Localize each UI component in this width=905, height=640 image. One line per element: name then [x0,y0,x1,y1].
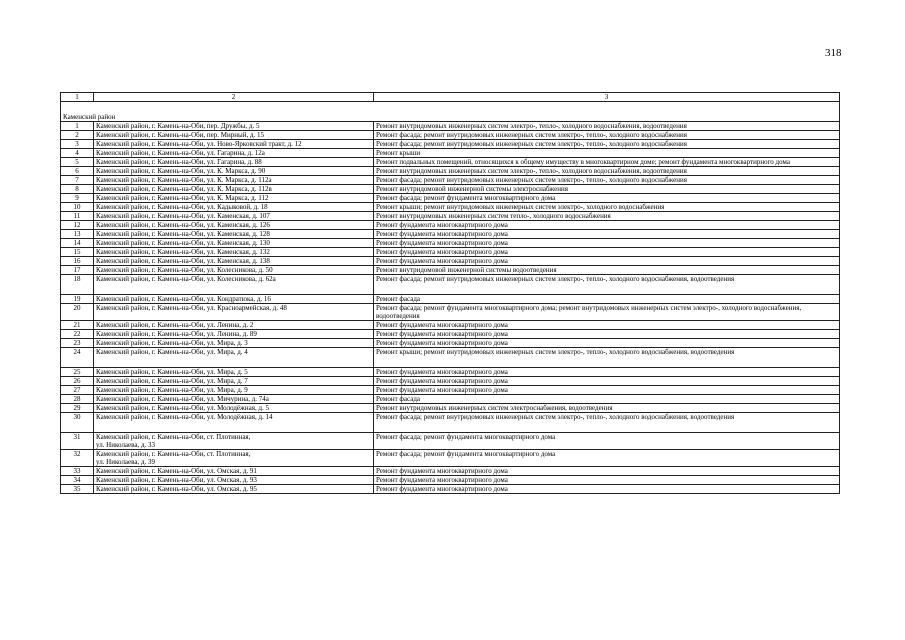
row-work: Ремонт фасада; ремонт внутридомовых инженерных систем электро-, тепло-, холодного водоснабжения, водоотведения [374,413,840,433]
row-address-line: Каменский район, г. Камень-на-Оби, ст. Плотинная, [96,450,251,458]
row-address: Каменский район, г. Камень-на-Оби, ул. Гагарина, д. 12а [94,149,374,158]
row-work: Ремонт фундамента многоквартирного дома [374,476,840,485]
table-row [61,413,840,433]
row-work: Ремонт крыши; ремонт внутридомовых инженерных систем электро-, холодного водоснабжения [374,203,840,212]
row-address: Каменский район, г. Камень-на-Оби, ул. Мира, д. 7 [94,377,374,386]
row-number: 34 [61,476,94,485]
row-number: 6 [61,167,94,176]
row-work: Ремонт фасада; ремонт фундамента многоквартирного дома [374,433,840,450]
table-row [61,476,840,485]
table-row [61,221,840,230]
row-work: Ремонт фасада; ремонт внутридомовых инженерных систем электро-, тепло-, холодного водоснабжения [374,176,840,185]
row-address: Каменский район, г. Камень-на-Оби, ул. Мичурина, д. 74а [94,395,374,404]
row-number: 9 [61,194,94,203]
row-address: Каменский район, г. Камень-на-Оби, ул. Мира, д. 3 [94,339,374,348]
row-work: Ремонт внутридомовых инженерных систем электро-, тепло-, холодного водоснабжения, водоотведения [374,122,840,131]
row-number: 29 [61,404,94,413]
row-address: Каменский район, г. Камень-на-Оби, ул. Мира, д. 5 [94,368,374,377]
row-work: Ремонт фундамента многоквартирного дома [374,248,840,257]
row-address: Каменский район, г. Камень-на-Оби, ул. К. Маркса, д. 112 [94,194,374,203]
row-number: 2 [61,131,94,140]
row-number: 24 [61,348,94,368]
table-row [61,122,840,131]
header-col-2: 2 [94,93,374,102]
row-work: Ремонт фундамента многоквартирного дома [374,321,840,330]
row-address: Каменский район, г. Камень-на-Оби, ул. Омская, д. 95 [94,485,374,494]
row-work: Ремонт фундамента многоквартирного дома [374,257,840,266]
table-row [61,158,840,167]
row-number: 14 [61,239,94,248]
table-row [61,185,840,194]
row-number: 15 [61,248,94,257]
table-row [61,485,840,494]
table-row [61,395,840,404]
row-address: Каменский район, г. Камень-на-Оби, ул. Красноармейская, д. 48 [94,304,374,321]
row-work: Ремонт фундамента многоквартирного дома [374,368,840,377]
row-address: Каменский район, г. Камень-на-Оби, ул. Каменская, д. 126 [94,221,374,230]
row-address: Каменский район, г. Камень-на-Оби, ул. Молодёжная, д. 14 [94,413,374,433]
table-row [61,239,840,248]
row-work: Ремонт фундамента многоквартирного дома [374,339,840,348]
row-address: Каменский район, г. Камень-на-Оби, ул. К. Маркса, д. 112в [94,185,374,194]
row-work: Ремонт фасада; ремонт фундамента многоквартирного дома [374,194,840,203]
table-row [61,368,840,377]
table-row [61,131,840,140]
row-work: Ремонт крыши; ремонт внутридомовых инженерных систем электро-, тепло-, холодного водоснабжения, водоотведения [374,348,840,368]
table-row [61,433,840,450]
repair-table [60,92,840,494]
row-number: 8 [61,185,94,194]
row-work: Ремонт фундамента многоквартирного дома [374,377,840,386]
row-work: Ремонт фасада; ремонт фундамента многоквартирного дома [374,450,840,467]
row-address: Каменский район, г. Камень-на-Оби, ул. Мира, д. 4 [94,348,374,368]
row-number: 19 [61,295,94,304]
row-address [94,450,374,467]
row-address: Каменский район, г. Камень-на-Оби, ул. К. Маркса, д. 112а [94,176,374,185]
region-label: Каменский район [61,102,840,122]
table-row [61,176,840,185]
table-row [61,140,840,149]
row-number: 32 [61,450,94,467]
row-number: 13 [61,230,94,239]
row-number: 21 [61,321,94,330]
table-row [61,167,840,176]
row-number: 31 [61,433,94,450]
row-work: Ремонт фундамента многоквартирного дома [374,467,840,476]
row-number: 22 [61,330,94,339]
row-number: 1 [61,122,94,131]
row-work: Ремонт фасада; ремонт фундамента многоквартирного дома; ремонт внутридомовых инженерных систем электро-, холодного водоснабжения, водоотведения [374,304,840,321]
table-row [61,386,840,395]
row-work: Ремонт фасада; ремонт внутридомовых инженерных систем электро-, тепло-, холодного водоснабжения [374,131,840,140]
row-address: Каменский район, г. Камень-на-Оби, ул. Гагарина, д. 88 [94,158,374,167]
row-number: 18 [61,275,94,295]
table-row [61,295,840,304]
row-number: 10 [61,203,94,212]
row-address: Каменский район, г. Камень-на-Оби, пер. Мирный, д. 15 [94,131,374,140]
row-work: Ремонт внутридомовой инженерной системы электроснабжения [374,185,840,194]
row-address-line: Каменский район, г. Камень-на-Оби, ст. Плотинная, [96,433,251,441]
row-work: Ремонт внутридомовых инженерных систем электро-, тепло-, холодного водоснабжения, водоотведения [374,167,840,176]
row-address: Каменский район, г. Камень-на-Оби, ул. Каменская, д. 132 [94,248,374,257]
row-work: Ремонт фундамента многоквартирного дома [374,239,840,248]
table-row [61,257,840,266]
row-address: Каменский район, г. Камень-на-Оби, ул. Мира, д. 9 [94,386,374,395]
row-address: Каменский район, г. Камень-на-Оби, ул. Молодёжная, д. 5 [94,404,374,413]
row-number: 12 [61,221,94,230]
row-address: Каменский район, г. Камень-на-Оби, ул. Колесникова, д. 62а [94,275,374,295]
row-number: 7 [61,176,94,185]
row-work: Ремонт фундамента многоквартирного дома [374,386,840,395]
page-number: 318 [825,47,842,59]
table-row [61,149,840,158]
row-number: 25 [61,368,94,377]
row-work: Ремонт внутридомовых инженерных систем электроснабжения, водоотведения [374,404,840,413]
row-address-line: ул. Николаева, д. 39 [96,458,156,466]
table-row [61,330,840,339]
row-number: 4 [61,149,94,158]
row-address: Каменский район, г. Камень-на-Оби, ул. Каменская, д. 138 [94,257,374,266]
row-number: 16 [61,257,94,266]
table-row [61,266,840,275]
row-number: 27 [61,386,94,395]
row-address: Каменский район, г. Камень-на-Оби, ул. Кондратюка, д. 16 [94,295,374,304]
row-work: Ремонт фасада; ремонт внутридомовых инженерных систем электро-, тепло-, холодного водоснабжения, водоотведения [374,275,840,295]
row-number: 23 [61,339,94,348]
table-row [61,203,840,212]
row-work: Ремонт фасада [374,395,840,404]
row-work: Ремонт фундамента многоквартирного дома [374,485,840,494]
row-number: 28 [61,395,94,404]
row-work: Ремонт фундамента многоквартирного дома [374,221,840,230]
row-address: Каменский район, г. Камень-на-Оби, ул. К. Маркса, д. 90 [94,167,374,176]
row-number: 26 [61,377,94,386]
row-number: 3 [61,140,94,149]
table-row [61,348,840,368]
row-address-line: ул. Николаева, д. 33 [96,441,156,449]
row-work: Ремонт фундамента многоквартирного дома [374,330,840,339]
row-work: Ремонт крыши [374,149,840,158]
row-work: Ремонт внутридомовых инженерных систем тепло-, холодного водоснабжения [374,212,840,221]
row-address: Каменский район, г. Камень-на-Оби, ул. Ново-Ярковский тракт, д. 12 [94,140,374,149]
row-address: Каменский район, г. Камень-на-Оби, ул. Ленина, д. 2 [94,321,374,330]
table-row [61,321,840,330]
row-address: Каменский район, г. Камень-на-Оби, ул. Омская, д. 93 [94,476,374,485]
table-row [61,248,840,257]
row-work: Ремонт подвальных помещений, относящихся к общему имуществу в многоквартирном доме; ремонт фундамента многоквартирного дома [374,158,840,167]
row-work: Ремонт фасада [374,295,840,304]
table-row [61,377,840,386]
region-row [61,102,840,122]
table-row [61,339,840,348]
header-col-1: 1 [61,93,94,102]
table-row [61,194,840,203]
row-address: Каменский район, г. Камень-на-Оби, ул. Каменская, д. 130 [94,239,374,248]
table-row [61,450,840,467]
table-row [61,404,840,413]
row-number: 33 [61,467,94,476]
row-number: 35 [61,485,94,494]
table-row [61,467,840,476]
table-row [61,275,840,295]
row-number: 17 [61,266,94,275]
row-work: Ремонт фасада; ремонт внутридомовых инженерных систем электро-, тепло-, холодного водоснабжения [374,140,840,149]
row-number: 20 [61,304,94,321]
row-address: Каменский район, г. Камень-на-Оби, ул. Каменская, д. 128 [94,230,374,239]
table-row [61,230,840,239]
row-work: Ремонт фундамента многоквартирного дома [374,230,840,239]
row-address: Каменский район, г. Камень-на-Оби, ул. Кадыковой, д. 18 [94,203,374,212]
header-col-3: 3 [374,93,840,102]
row-address: Каменский район, г. Камень-на-Оби, ул. Каменская, д. 107 [94,212,374,221]
table-row [61,304,840,321]
row-work: Ремонт внутридомовой инженерной системы водоотведения [374,266,840,275]
row-address: Каменский район, г. Камень-на-Оби, ул. Омская, д. 91 [94,467,374,476]
row-number: 11 [61,212,94,221]
table-header-row [61,93,840,102]
row-address: Каменский район, г. Камень-на-Оби, пер. Дружбы, д. 5 [94,122,374,131]
row-number: 30 [61,413,94,433]
row-address: Каменский район, г. Камень-на-Оби, ул. Колесникова, д. 50 [94,266,374,275]
row-address [94,433,374,450]
table-row [61,212,840,221]
row-number: 5 [61,158,94,167]
row-address: Каменский район, г. Камень-на-Оби, ул. Ленина, д. 89 [94,330,374,339]
